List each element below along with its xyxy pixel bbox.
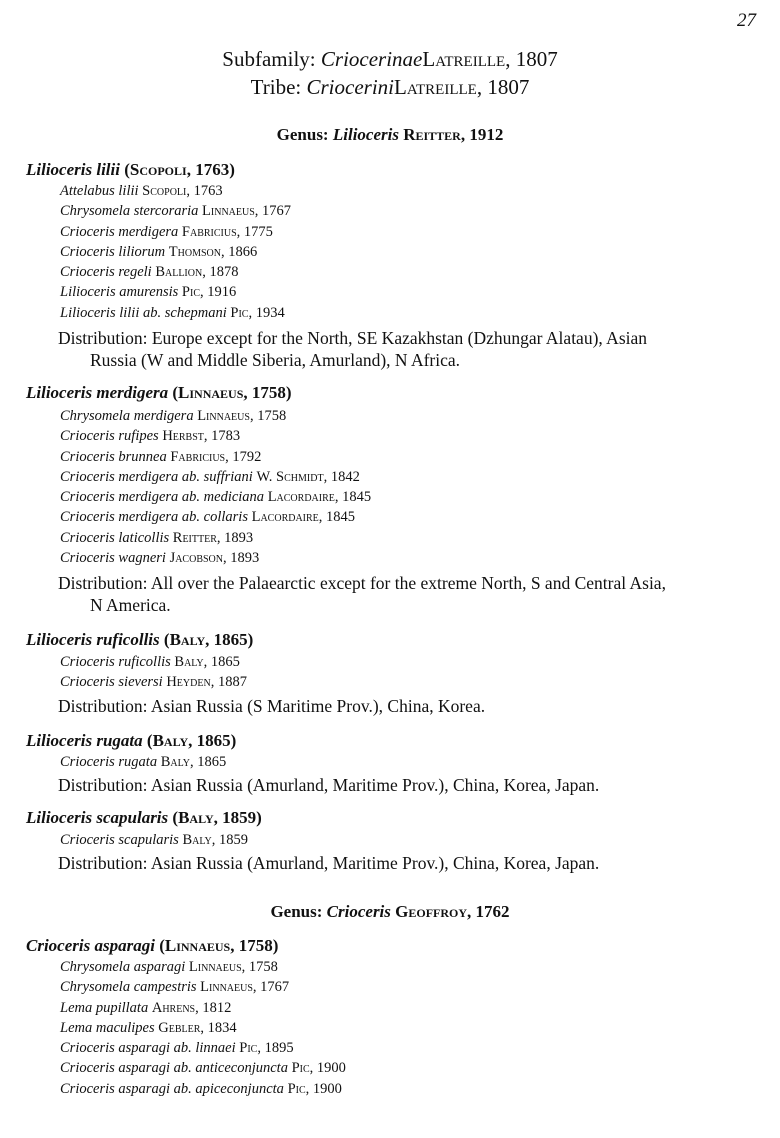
- synonym-entry: [60, 467, 760, 487]
- synonym-name: Crioceris rufipes: [60, 428, 159, 445]
- species-name: Lilioceris ruficollis: [26, 630, 160, 649]
- synonym-list: [60, 957, 760, 1099]
- subfamily-author: Latreille: [422, 47, 506, 71]
- synonym-list: [60, 752, 760, 772]
- genus-year: , 1912: [460, 125, 504, 144]
- synonym-name: Crioceris laticollis: [60, 529, 170, 546]
- synonym-list: [60, 830, 760, 850]
- genus-name: Crioceris: [326, 902, 391, 921]
- synonym-entry: [60, 282, 760, 302]
- species-year: , 1859): [213, 808, 262, 827]
- synonym-entry: [60, 957, 760, 977]
- distribution-line: Distribution: Asian Russia (S Maritime Prov.), China, Korea.: [58, 696, 486, 716]
- synonym-entry: [60, 487, 760, 507]
- synonym-entry: [60, 447, 760, 467]
- species-author: Baly: [152, 731, 189, 750]
- synonym-year: , 1887: [210, 674, 247, 691]
- synonym-year: , 1859: [211, 832, 248, 848]
- synonym-entry: [60, 752, 760, 772]
- distribution-text: [58, 774, 758, 796]
- synonym-author: Linnaeus: [200, 979, 253, 996]
- tribe-author: Latreille: [394, 75, 477, 99]
- synonym-name: Crioceris liliorum: [60, 243, 166, 260]
- synonym-entry: [60, 426, 760, 446]
- synonym-entry: [60, 406, 760, 426]
- tribe-heading: [0, 76, 780, 98]
- synonym-name: Chrysomela merdigera: [60, 408, 194, 424]
- synonym-entry: [60, 652, 760, 672]
- species-heading: [26, 936, 766, 956]
- genus-author: Geoffroy: [395, 902, 468, 921]
- synonym-year: , 1865: [189, 754, 227, 770]
- synonym-year: , 1763: [186, 183, 223, 199]
- synonym-author: Pic: [291, 1060, 310, 1077]
- synonym-entry: [60, 672, 760, 692]
- species-heading: [26, 808, 766, 828]
- species-author: Linnaeus: [178, 383, 244, 402]
- synonym-author: Linnaeus: [188, 959, 242, 975]
- synonym-name: Lema maculipes: [60, 1019, 155, 1036]
- synonym-author: Ballion: [155, 264, 203, 281]
- species-year: , 1865): [188, 731, 237, 750]
- synonym-year: , 1916: [200, 284, 237, 301]
- synonym-year: , 1866: [220, 243, 258, 260]
- synonym-year: , 1792: [225, 448, 262, 465]
- synonym-name: Chrysomela campestris: [60, 979, 197, 996]
- synonym-year: , 1842: [323, 468, 360, 485]
- synonym-entry: [60, 181, 760, 201]
- species-year: , 1763): [186, 160, 235, 179]
- genus-year: , 1762: [467, 902, 510, 921]
- synonym-author: Lacordaire: [251, 509, 319, 526]
- synonym-name: Crioceris asparagi: [60, 1080, 170, 1097]
- synonym-year: , 1893: [216, 529, 254, 546]
- synonym-author: Linnaeus: [197, 408, 250, 424]
- synonym-author: Fabricius: [181, 223, 237, 240]
- synonym-author: Pic: [239, 1040, 258, 1057]
- synonym-entry: [60, 830, 760, 850]
- synonym-year: , 1783: [203, 428, 241, 445]
- synonym-name: Chrysomela asparagi: [60, 959, 186, 975]
- synonym-name: Crioceris merdigera: [60, 509, 179, 526]
- synonym-name: Crioceris merdigera: [60, 223, 179, 240]
- synonym-year: , 1895: [257, 1040, 294, 1057]
- species-heading: [26, 630, 766, 650]
- subfamily-year: , 1807: [505, 47, 558, 71]
- tribe-year: , 1807: [476, 75, 530, 99]
- synonym-entry: [60, 528, 760, 548]
- synonym-entry: [60, 977, 760, 997]
- synonym-extra: ab. linnaei: [169, 1040, 236, 1057]
- distribution-line: Distribution: Asian Russia (Amurland, Maritime Prov.), China, Korea, Japan.: [58, 853, 600, 873]
- synonym-name: Crioceris merdigera: [60, 468, 179, 485]
- synonym-author: Baly: [182, 832, 212, 848]
- synonym-list: [60, 652, 760, 693]
- synonym-year: , 1767: [252, 979, 290, 996]
- synonym-entry: [60, 303, 760, 323]
- synonym-extra: ab. apiceconjuncta: [169, 1080, 284, 1097]
- synonym-entry: [60, 262, 760, 282]
- species-heading: [26, 160, 766, 180]
- distribution-text: [58, 572, 758, 616]
- synonym-year: , 1900: [305, 1080, 342, 1097]
- synonym-year: , 1775: [236, 223, 273, 240]
- species-author: Scopoli: [129, 160, 187, 179]
- synonym-author: Pic: [181, 284, 200, 301]
- genus-label: Genus:: [270, 902, 323, 921]
- synonym-name: Lilioceris lilii: [60, 304, 140, 321]
- subfamily-heading: [0, 48, 780, 70]
- synonym-name: Crioceris ruficollis: [60, 654, 171, 670]
- species-author: Baly: [169, 630, 206, 649]
- species-open: (: [142, 731, 153, 750]
- synonym-author: Fabricius: [170, 448, 226, 465]
- species-author: Baly: [178, 808, 214, 827]
- synonym-name: Lema pupillata: [60, 999, 149, 1016]
- synonym-entry: [60, 222, 760, 242]
- synonym-extra: ab. collaris: [178, 509, 248, 526]
- synonym-extra: ab. mediciana: [178, 489, 265, 506]
- synonym-year: , 1865: [203, 654, 240, 670]
- synonym-extra: ab. schepmani: [139, 304, 227, 321]
- synonym-author: Ahrens: [151, 999, 196, 1016]
- synonym-entry: [60, 507, 760, 527]
- synonym-name: Crioceris sieversi: [60, 674, 163, 691]
- species-heading: [26, 731, 766, 751]
- synonym-name: Crioceris brunnea: [60, 448, 167, 465]
- synonym-author: Heyden: [166, 674, 211, 691]
- genus-author: Reitter: [403, 125, 461, 144]
- synonym-year: , 1812: [195, 999, 232, 1016]
- genus-label: Genus:: [276, 125, 329, 144]
- synonym-year: , 1845: [318, 509, 356, 526]
- synonym-entry: [60, 1018, 760, 1038]
- synonym-name: Crioceris regeli: [60, 264, 152, 281]
- synonym-entry: [60, 1038, 760, 1058]
- species-name: Lilioceris merdigera: [26, 383, 169, 402]
- synonym-name: Crioceris asparagi: [60, 1060, 170, 1077]
- distribution-text: [58, 327, 758, 371]
- synonym-entry: [60, 1079, 760, 1099]
- species-year: , 1758): [230, 936, 279, 955]
- synonym-year: , 1758: [241, 959, 278, 975]
- distribution-line: N America.: [90, 595, 171, 615]
- genus-name: Lilioceris: [332, 125, 399, 144]
- synonym-author: Linnaeus: [202, 203, 255, 220]
- species-open: (: [159, 630, 170, 649]
- synonym-list: [60, 181, 760, 323]
- subfamily-label: Subfamily:: [222, 47, 316, 71]
- synonym-author: Pic: [230, 304, 249, 321]
- synonym-name: Crioceris merdigera: [60, 489, 179, 506]
- tribe-label: Tribe:: [250, 75, 302, 99]
- synonym-year: , 1934: [248, 304, 285, 321]
- species-year: , 1758): [243, 383, 292, 402]
- synonym-author: W. Schmidt: [256, 468, 324, 485]
- synonym-author: Pic: [287, 1080, 306, 1097]
- synonym-name: Crioceris scapularis: [60, 832, 179, 848]
- synonym-name: Crioceris asparagi: [60, 1040, 170, 1057]
- synonym-author: Baly: [160, 754, 190, 770]
- genus-heading-lilioceris: [0, 125, 780, 145]
- species-heading: [26, 383, 766, 403]
- synonym-year: , 1845: [334, 489, 372, 506]
- genus-heading-crioceris: [0, 902, 780, 922]
- synonym-entry: [60, 998, 760, 1018]
- species-name: Lilioceris lilii: [26, 160, 120, 179]
- distribution-text: [58, 852, 758, 874]
- distribution-line: Distribution: Europe except for the North, SE Kazakhstan (Dzhungar Alatau), Asian: [58, 328, 648, 348]
- synonym-name: Chrysomela stercoraria: [60, 203, 199, 220]
- synonym-entry: [60, 548, 760, 568]
- species-open: (: [168, 808, 179, 827]
- synonym-author: Scopoli: [142, 183, 187, 199]
- species-author: Linnaeus: [164, 936, 231, 955]
- species-name: Crioceris asparagi: [26, 936, 155, 955]
- synonym-extra: ab. anticeconjuncta: [169, 1060, 288, 1077]
- species-year: , 1865): [205, 630, 254, 649]
- page-number: 27: [737, 10, 756, 31]
- synonym-entry: [60, 201, 760, 221]
- synonym-author: Thomson: [168, 243, 221, 260]
- species-open: (: [119, 160, 130, 179]
- synonym-author: Reitter: [172, 529, 217, 546]
- synonym-list: [60, 406, 760, 568]
- distribution-text: [58, 695, 758, 717]
- tribe-name: Criocerini: [306, 75, 394, 99]
- synonym-name: Attelabus lilii: [60, 183, 139, 199]
- distribution-line: Distribution: Asian Russia (Amurland, Maritime Prov.), China, Korea, Japan.: [58, 775, 600, 795]
- synonym-entry: [60, 242, 760, 262]
- synonym-author: Herbst: [162, 428, 204, 445]
- synonym-year: , 1893: [223, 550, 260, 567]
- species-open: (: [154, 936, 165, 955]
- synonym-name: Crioceris rugata: [60, 754, 158, 770]
- synonym-year: , 1878: [202, 264, 239, 281]
- distribution-line: Russia (W and Middle Siberia, Amurland), N Africa.: [90, 350, 461, 370]
- synonym-year: , 1900: [309, 1060, 346, 1077]
- synonym-author: Lacordaire: [267, 489, 335, 506]
- synonym-author: Baly: [174, 654, 204, 670]
- synonym-name: Crioceris wagneri: [60, 550, 166, 567]
- synonym-name: Lilioceris amurensis: [60, 284, 179, 301]
- species-open: (: [168, 383, 179, 402]
- synonym-extra: ab. suffriani: [178, 468, 253, 485]
- synonym-entry: [60, 1058, 760, 1078]
- synonym-year: , 1834: [200, 1019, 237, 1036]
- distribution-line: Distribution: All over the Palaearctic except for the extreme North, S and Central Asia,: [58, 573, 666, 593]
- synonym-year: , 1758: [249, 408, 287, 424]
- synonym-author: Gebler: [158, 1019, 201, 1036]
- synonym-year: , 1767: [254, 203, 292, 220]
- species-name: Lilioceris rugata: [26, 731, 143, 750]
- subfamily-name: Criocerinae: [320, 47, 423, 71]
- synonym-author: Jacobson: [169, 550, 223, 567]
- species-name: Lilioceris scapularis: [26, 808, 169, 827]
